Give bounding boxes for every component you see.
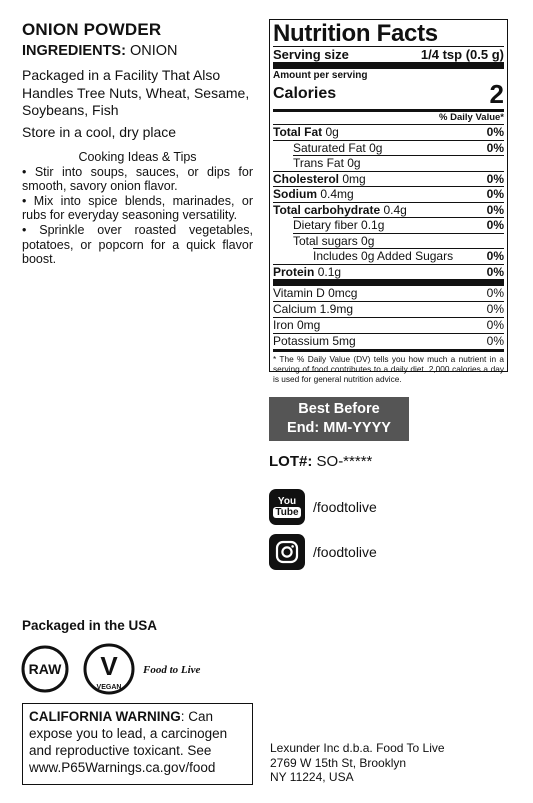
- nutrient-row-trans-fat: [273, 156, 504, 171]
- nutrient-cell: Sodium 0.4mg: [273, 187, 354, 201]
- nutrient-cell: Total Fat 0g: [273, 125, 339, 139]
- nutrient-cell: Trans Fat 0g: [293, 156, 361, 170]
- raw-badge-text: RAW: [28, 661, 62, 677]
- vitamin-row: [273, 286, 504, 301]
- storage-instructions: Store in a cool, dry place: [22, 124, 177, 140]
- nutrient-row-fiber: [273, 218, 504, 233]
- cooking-tip: • Mix into spice blends, marinades, or rubs for everyday seasoning versatility.: [22, 193, 253, 223]
- daily-value-footnote: * The % Daily Value (DV) tells you how much a nutrient in a serving of food contributes to a daily diet. 2,000 calories a day is used for general nutrition advice.: [273, 354, 504, 384]
- best-before-box: [269, 397, 409, 441]
- serving-size-value: 1/4 tsp (0.5 g): [420, 47, 504, 62]
- calories-row: [273, 79, 504, 109]
- nutrient-row-added-sugars: [273, 249, 504, 264]
- raw-badge-icon: [23, 647, 67, 691]
- vegan-badge-icon: [85, 645, 133, 693]
- ingredients-label: INGREDIENTS:: [22, 43, 126, 59]
- nutrient-cell: 0%: [486, 302, 504, 316]
- warning-text: : Can expose you to lead, a carcinogen and reproductive toxicant. See www.P65Warnings.ca.gov/food: [29, 709, 228, 775]
- brand-logo-text: Food to Live: [143, 664, 201, 676]
- nutrient-row-sugars: [273, 234, 504, 249]
- nutrient-cell: Vitamin D 0mcg: [273, 286, 358, 300]
- instagram-link[interactable]: [269, 534, 377, 570]
- nutrient-cell: 0%: [486, 218, 504, 232]
- nutrient-cell: Iron 0mg: [273, 318, 321, 332]
- vitamin-row: [273, 334, 504, 349]
- nutrient-cell: Total sugars 0g: [293, 233, 375, 248]
- serving-size-row: [273, 47, 504, 62]
- ingredients-value: ONION: [129, 43, 178, 59]
- nutrient-cell: Includes 0g Added Sugars: [313, 249, 454, 263]
- nutrient-row-protein: [273, 265, 504, 280]
- lot-value: SO-*****: [316, 453, 373, 470]
- nutrient-cell: 0%: [486, 318, 504, 332]
- warning-label: CALIFORNIA WARNING: [29, 709, 181, 724]
- nutrient-cell: 0%: [486, 171, 504, 186]
- calories-label: Calories: [273, 85, 337, 102]
- daily-value-header: % Daily Value*: [439, 112, 504, 123]
- nutrient-cell: 0%: [486, 264, 504, 279]
- youtube-link[interactable]: [269, 489, 377, 525]
- youtube-handle: /foodtolive: [313, 499, 377, 515]
- instagram-handle: /foodtolive: [313, 544, 377, 560]
- nutrient-cell: Cholesterol: [273, 171, 340, 186]
- nutrition-facts-panel: [269, 19, 508, 384]
- california-warning: [22, 703, 253, 785]
- vitamin-row: [273, 302, 504, 317]
- lot-label: LOT#:: [269, 453, 313, 470]
- youtube-icon: You Tube: [269, 489, 305, 525]
- nutrient-cell: Sodium: [273, 187, 317, 201]
- company-address: [270, 741, 445, 785]
- nutrient-cell: 0%: [486, 286, 504, 300]
- nutrient-cell: Potassium 5mg: [273, 334, 356, 348]
- nutrient-cell: Cholesterol 0mg: [273, 171, 366, 186]
- food-to-live-logo: [142, 664, 201, 676]
- nutrient-cell: Protein: [273, 264, 315, 279]
- nutrient-cell: Total carbohydrate 0.4g: [273, 202, 407, 217]
- serving-size-label: Serving size: [273, 47, 349, 62]
- origin-statement: Packaged in the USA: [22, 618, 158, 633]
- cooking-ideas-title: Cooking Ideas & Tips: [78, 150, 197, 164]
- allergen-facility-note: Packaged in a Facility That Also Handles Tree Nuts, Wheat, Sesame, Soybeans, Fish: [22, 67, 250, 118]
- nutrient-cell: 0%: [486, 202, 504, 217]
- nutrient-cell: 0%: [486, 334, 504, 348]
- nutrition-title: Nutrition Facts: [273, 20, 438, 47]
- nutrient-row-total-fat: [273, 125, 504, 140]
- nutrient-cell: Total Fat: [273, 125, 323, 139]
- product-title: ONION POWDER: [22, 20, 162, 39]
- certification-badges: [20, 642, 220, 703]
- nutrient-row-cholesterol: [273, 172, 504, 187]
- company-name: Lexunder Inc d.b.a. Food To Live: [270, 741, 445, 755]
- nutrient-cell: 0%: [486, 125, 504, 139]
- nutrient-cell: Protein 0.1g: [273, 264, 342, 279]
- best-before-line2: End: MM-YYYY: [287, 420, 391, 436]
- nutrient-row-sodium: [273, 187, 504, 202]
- company-city: NY 11224, USA: [270, 770, 354, 785]
- nutrient-cell: 0%: [486, 187, 504, 201]
- cooking-ideas: [22, 150, 253, 267]
- ingredients: [22, 43, 177, 59]
- nutrient-cell: Saturated Fat 0g: [293, 140, 383, 155]
- best-before-line1: Best Before: [298, 401, 380, 417]
- nutrient-cell: Total carbohydrate: [273, 202, 381, 217]
- nutrient-cell: 0%: [486, 140, 504, 155]
- cooking-tip: • Sprinkle over roasted vegetables, potatoes, or popcorn for a quick flavor boost.: [22, 222, 253, 267]
- vegan-badge-letter: V: [100, 651, 118, 681]
- calories-value: 2: [489, 79, 504, 109]
- nutrient-cell: Dietary fiber 0.1g: [293, 218, 385, 232]
- amount-per-serving: Amount per serving: [273, 70, 368, 81]
- cooking-tip: • Stir into soups, sauces, or dips for smooth, savory onion flavor.: [22, 164, 253, 194]
- lot-number: [269, 453, 372, 470]
- nutrient-row-saturated-fat: [273, 141, 504, 156]
- nutrient-cell: 0%: [486, 249, 504, 263]
- instagram-icon: [269, 534, 305, 570]
- vegan-badge-word: VEGAN: [96, 684, 122, 691]
- vitamin-row: [273, 318, 504, 333]
- company-street: 2769 W 15th St, Brooklyn: [270, 755, 407, 770]
- nutrient-cell: Calcium 1.9mg: [273, 302, 354, 316]
- nutrient-row-carbohydrate: [273, 203, 504, 218]
